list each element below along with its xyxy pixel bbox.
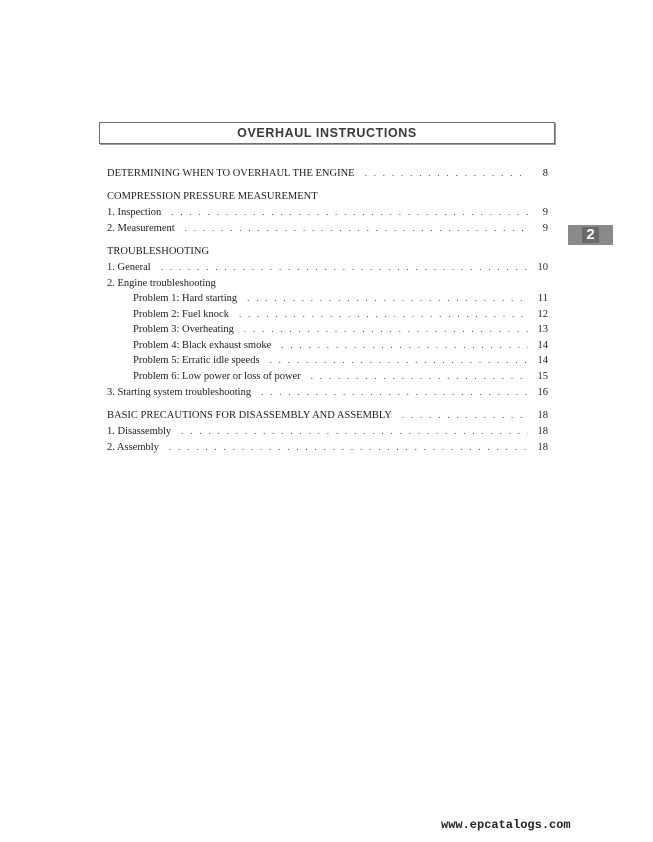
toc-entry-page: 15 — [537, 371, 548, 382]
toc-entry-page: 10 — [537, 262, 548, 273]
toc-entry-page: 14 — [537, 340, 548, 351]
leader-dots — [311, 370, 528, 383]
leader-dots — [244, 323, 528, 336]
leader-dots — [239, 308, 528, 321]
toc-heading-compression: COMPRESSION PRESSURE MEASUREMENT — [107, 191, 318, 202]
leader-dots — [185, 222, 528, 235]
toc-heading-troubleshooting: TROUBLESHOOTING — [107, 246, 210, 257]
toc-entry-label: Problem 1: Hard starting — [133, 293, 238, 304]
toc-entry-label: 2. Assembly — [107, 442, 159, 453]
page-title: OVERHAUL INSTRUCTIONS — [237, 126, 417, 140]
leader-dots — [169, 441, 528, 454]
toc-entry-page: 18 — [537, 426, 548, 437]
toc-entry-label: 2. Measurement — [107, 223, 175, 234]
title-box — [99, 122, 555, 144]
toc-entry-page: 13 — [537, 324, 548, 335]
toc-entry-disassembly[interactable] — [107, 425, 548, 438]
toc-entry-problem-2[interactable] — [133, 308, 548, 321]
toc-entry-page: 8 — [542, 168, 548, 179]
toc-entry-label: Problem 3: Overheating — [133, 324, 234, 335]
leader-dots — [171, 206, 528, 219]
toc-entry-label: Problem 2: Fuel knock — [133, 309, 229, 320]
section-tab-number: 2 — [582, 227, 598, 243]
toc-entry-determining-overhaul[interactable] — [107, 167, 548, 180]
leader-dots — [281, 339, 528, 352]
toc-entry-label: Problem 4: Black exhaust smoke — [133, 340, 272, 351]
section-tab — [568, 225, 613, 245]
toc-entry-label: 3. Starting system troubleshooting — [107, 387, 252, 398]
toc-entry-page: 9 — [542, 223, 548, 234]
toc-entry-general[interactable] — [107, 261, 548, 274]
toc-entry-page: 12 — [537, 309, 548, 320]
toc-entry-assembly[interactable] — [107, 441, 548, 454]
toc-entry-label: 1. Inspection — [107, 207, 162, 218]
toc-entry-page: 11 — [537, 293, 548, 304]
toc-entry-label: DETERMINING WHEN TO OVERHAUL THE ENGINE — [107, 168, 355, 179]
toc-entry-measurement[interactable] — [107, 222, 548, 235]
toc-entry-problem-3[interactable] — [133, 323, 548, 336]
toc-entry-problem-1[interactable] — [133, 292, 548, 305]
toc-entry-label: Problem 6: Low power or loss of power — [133, 371, 301, 382]
leader-dots — [181, 425, 528, 438]
leader-dots — [247, 292, 528, 305]
toc-entry-page: 18 — [537, 442, 548, 453]
toc-entry-page: 14 — [537, 355, 548, 366]
toc-entry-label: BASIC PRECAUTIONS FOR DISASSEMBLY AND ASSEMBLY — [107, 410, 392, 421]
toc-entry-basic-precautions[interactable] — [107, 409, 548, 422]
footer-url[interactable]: www.epcatalogs.com — [441, 818, 571, 832]
leader-dots — [402, 409, 528, 422]
leader-dots — [161, 261, 528, 274]
toc-entry-page: 9 — [542, 207, 548, 218]
toc-entry-page: 16 — [537, 387, 548, 398]
leader-dots — [365, 167, 528, 180]
toc-entry-label: 1. General — [107, 262, 151, 273]
toc-entry-inspection[interactable] — [107, 206, 548, 219]
toc-entry-starting-system[interactable] — [107, 386, 548, 399]
toc-heading-engine-troubleshooting: 2. Engine troubleshooting — [107, 278, 216, 289]
leader-dots — [270, 354, 528, 367]
toc-entry-problem-5[interactable] — [133, 354, 548, 367]
toc-entry-problem-4[interactable] — [133, 339, 548, 352]
toc-entry-problem-6[interactable] — [133, 370, 548, 383]
toc-entry-label: Problem 5: Erratic idle speeds — [133, 355, 260, 366]
toc-entry-label: 1. Disassembly — [107, 426, 172, 437]
leader-dots — [261, 386, 528, 399]
toc-entry-page: 18 — [537, 410, 548, 421]
